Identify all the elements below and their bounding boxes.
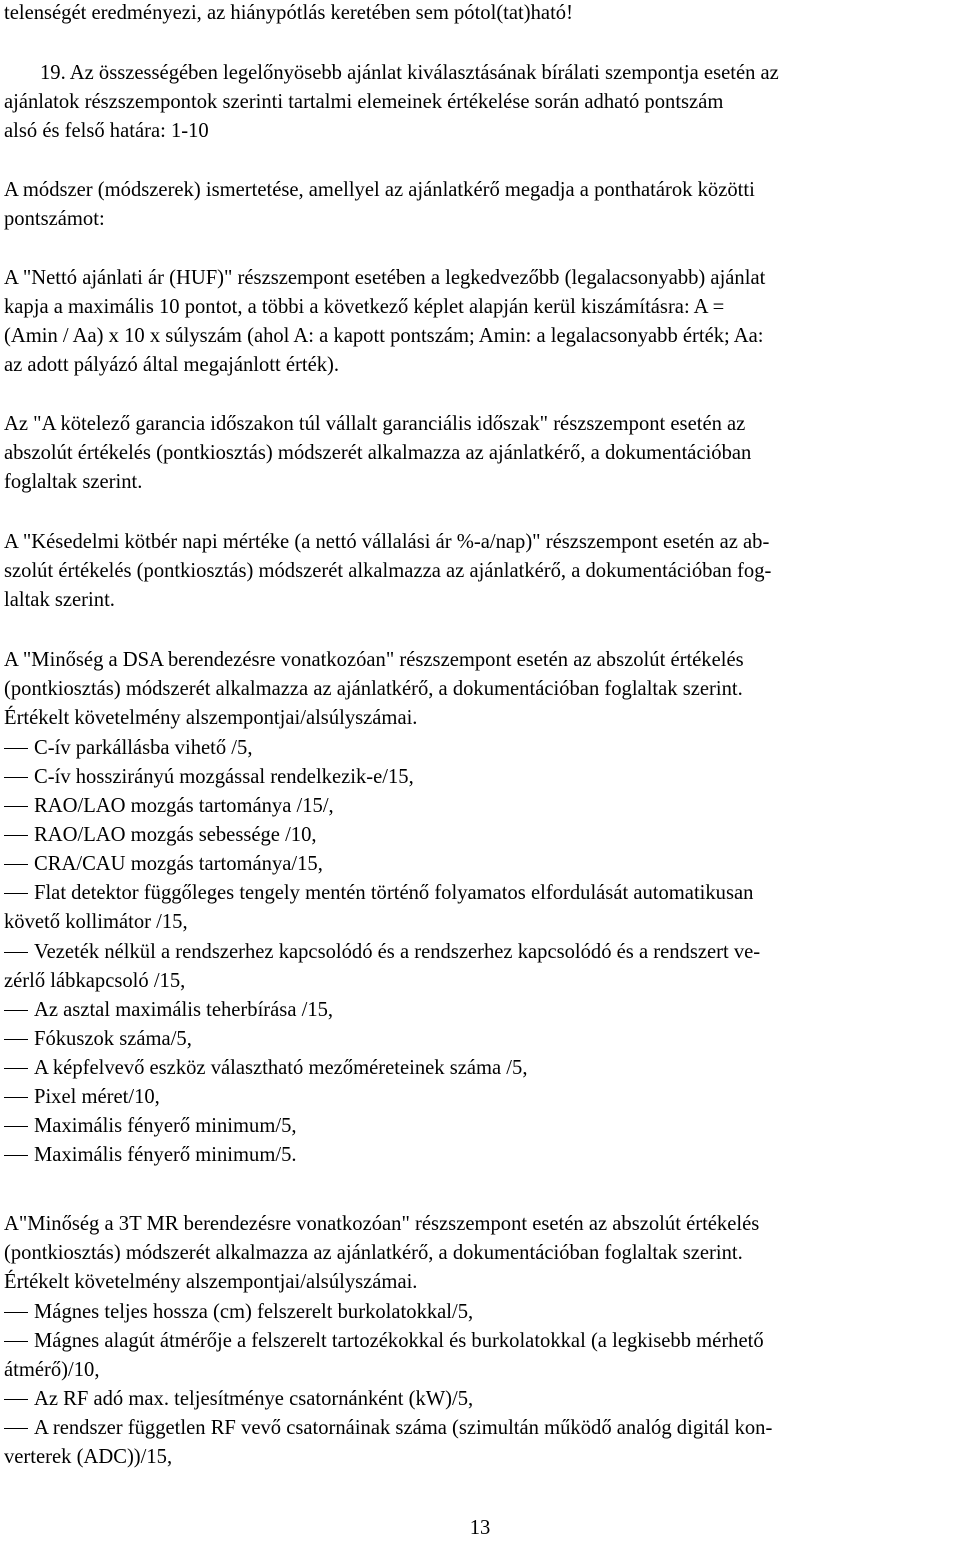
text-line: az adott pályázó által megajánlott érték).: [4, 354, 340, 376]
dash-bullet: [4, 777, 28, 778]
text-line: A"Minőség a 3T MR berendezésre vonatkozóan" részszempont esetén az abszolút értékelés: [4, 1213, 760, 1235]
text-line: verterek (ADC))/15,: [4, 1446, 173, 1468]
list-item: Fókuszok száma/5,: [4, 1027, 192, 1051]
dash-bullet: [4, 1010, 28, 1011]
text-line: alsó és felső határa: 1-10: [4, 120, 209, 142]
text-line: (Amin / Aa) x 10 x súlyszám (ahol A: a kapott pontszám; Amin: a legalacsonyabb érték; Aa:: [4, 325, 764, 347]
list-item: RAO/LAO mozgás tartománya /15/,: [4, 794, 334, 818]
text-line: laltak szerint.: [4, 589, 115, 611]
text-line: A "Nettó ajánlati ár (HUF)" részszempont esetében a legkedvezőbb (legalacsonyabb) ajánlat: [4, 267, 766, 289]
dash-bullet: [4, 1399, 28, 1400]
text-line: foglaltak szerint.: [4, 471, 143, 493]
dash-bullet: [4, 835, 28, 836]
text-line: A "Minőség a DSA berendezésre vonatkozóan" részszempont esetén az abszolút értékelés: [4, 649, 744, 671]
dash-bullet: [4, 864, 28, 865]
page-number: 13: [469, 1517, 491, 1539]
list-item: A képfelvevő eszköz választható mezőméreteinek száma /5,: [4, 1056, 527, 1080]
list-item: C-ív parkállásba vihető /5,: [4, 736, 252, 760]
list-item: Mágnes teljes hossza (cm) felszerelt burkolatokkal/5,: [4, 1300, 473, 1324]
text-line: abszolút értékelés (pontkiosztás) módszerét alkalmazza az ajánlatkérő, a dokumentációban: [4, 442, 752, 464]
text-line: Értékelt követelmény alszempontjai/alsúlyszámai.: [4, 1271, 418, 1293]
text-line: kapja a maximális 10 pontot, a többi a következő képlet alapján kerül kiszámításra: A =: [4, 296, 725, 318]
dash-bullet: [4, 1428, 28, 1429]
list-item: C-ív hosszirányú mozgással rendelkezik-e/15,: [4, 765, 414, 789]
text-line: 19. Az összességében legelőnyösebb ajánlat kiválasztásának bírálati szempontja esetén az: [40, 62, 779, 84]
text-line: telenségét eredményezi, az hiánypótlás keretében sem pótol(tat)ható!: [4, 2, 573, 24]
list-item: Az RF adó max. teljesítménye csatornánként (kW)/5,: [4, 1387, 473, 1411]
dash-bullet: [4, 893, 28, 894]
text-line: A módszer (módszerek) ismertetése, amellyel az ajánlatkérő megadja a ponthatárok közötti: [4, 179, 755, 201]
dash-bullet: [4, 952, 28, 953]
list-item: CRA/CAU mozgás tartománya/15,: [4, 852, 323, 876]
dash-bullet: [4, 1312, 28, 1313]
text-line: A "Késedelmi kötbér napi mértéke (a nettó vállalási ár %-a/nap)" részszempont esetén az ab-: [4, 531, 770, 553]
list-item: Maximális fényerő minimum/5,: [4, 1114, 297, 1138]
dash-bullet: [4, 748, 28, 749]
dash-bullet: [4, 1155, 28, 1156]
list-item: Pixel méret/10,: [4, 1085, 160, 1109]
text-line: zérlő lábkapcsoló /15,: [4, 970, 186, 992]
text-line: Az "A kötelező garancia időszakon túl vállalt garanciális időszak" részszempont esetén az: [4, 413, 746, 435]
list-item: Flat detektor függőleges tengely mentén történő folyamatos elfordulását automatikusan: [4, 881, 753, 905]
dash-bullet: [4, 1039, 28, 1040]
text-line: Értékelt követelmény alszempontjai/alsúlyszámai.: [4, 707, 418, 729]
list-item: Vezeték nélkül a rendszerhez kapcsolódó és a rendszerhez kapcsolódó és a rendszert ve-: [4, 940, 760, 964]
list-item: Mágnes alagút átmérője a felszerelt tartozékokkal és burkolatokkal (a legkisebb mérhető: [4, 1329, 764, 1353]
text-line: átmérő)/10,: [4, 1359, 100, 1381]
list-item: Maximális fényerő minimum/5.: [4, 1143, 297, 1167]
text-line: (pontkiosztás) módszerét alkalmazza az ajánlatkérő, a dokumentációban foglaltak szerint.: [4, 1242, 743, 1264]
list-item: RAO/LAO mozgás sebessége /10,: [4, 823, 317, 847]
list-item: A rendszer független RF vevő csatornáinak száma (szimultán működő analóg digitál kon-: [4, 1416, 772, 1440]
dash-bullet: [4, 1068, 28, 1069]
text-line: ajánlatok részszempontok szerinti tartalmi elemeinek értékelése során adható pontszám: [4, 91, 724, 113]
dash-bullet: [4, 1126, 28, 1127]
list-item: Az asztal maximális teherbírása /15,: [4, 998, 333, 1022]
text-line: követő kollimátor /15,: [4, 911, 188, 933]
dash-bullet: [4, 806, 28, 807]
dash-bullet: [4, 1097, 28, 1098]
dash-bullet: [4, 1341, 28, 1342]
text-line: szolút értékelés (pontkiosztás) módszerét alkalmazza az ajánlatkérő, a dokumentációban fog-: [4, 560, 772, 582]
text-line: (pontkiosztás) módszerét alkalmazza az ajánlatkérő, a dokumentációban foglaltak szerint.: [4, 678, 743, 700]
text-line: pontszámot:: [4, 208, 105, 230]
